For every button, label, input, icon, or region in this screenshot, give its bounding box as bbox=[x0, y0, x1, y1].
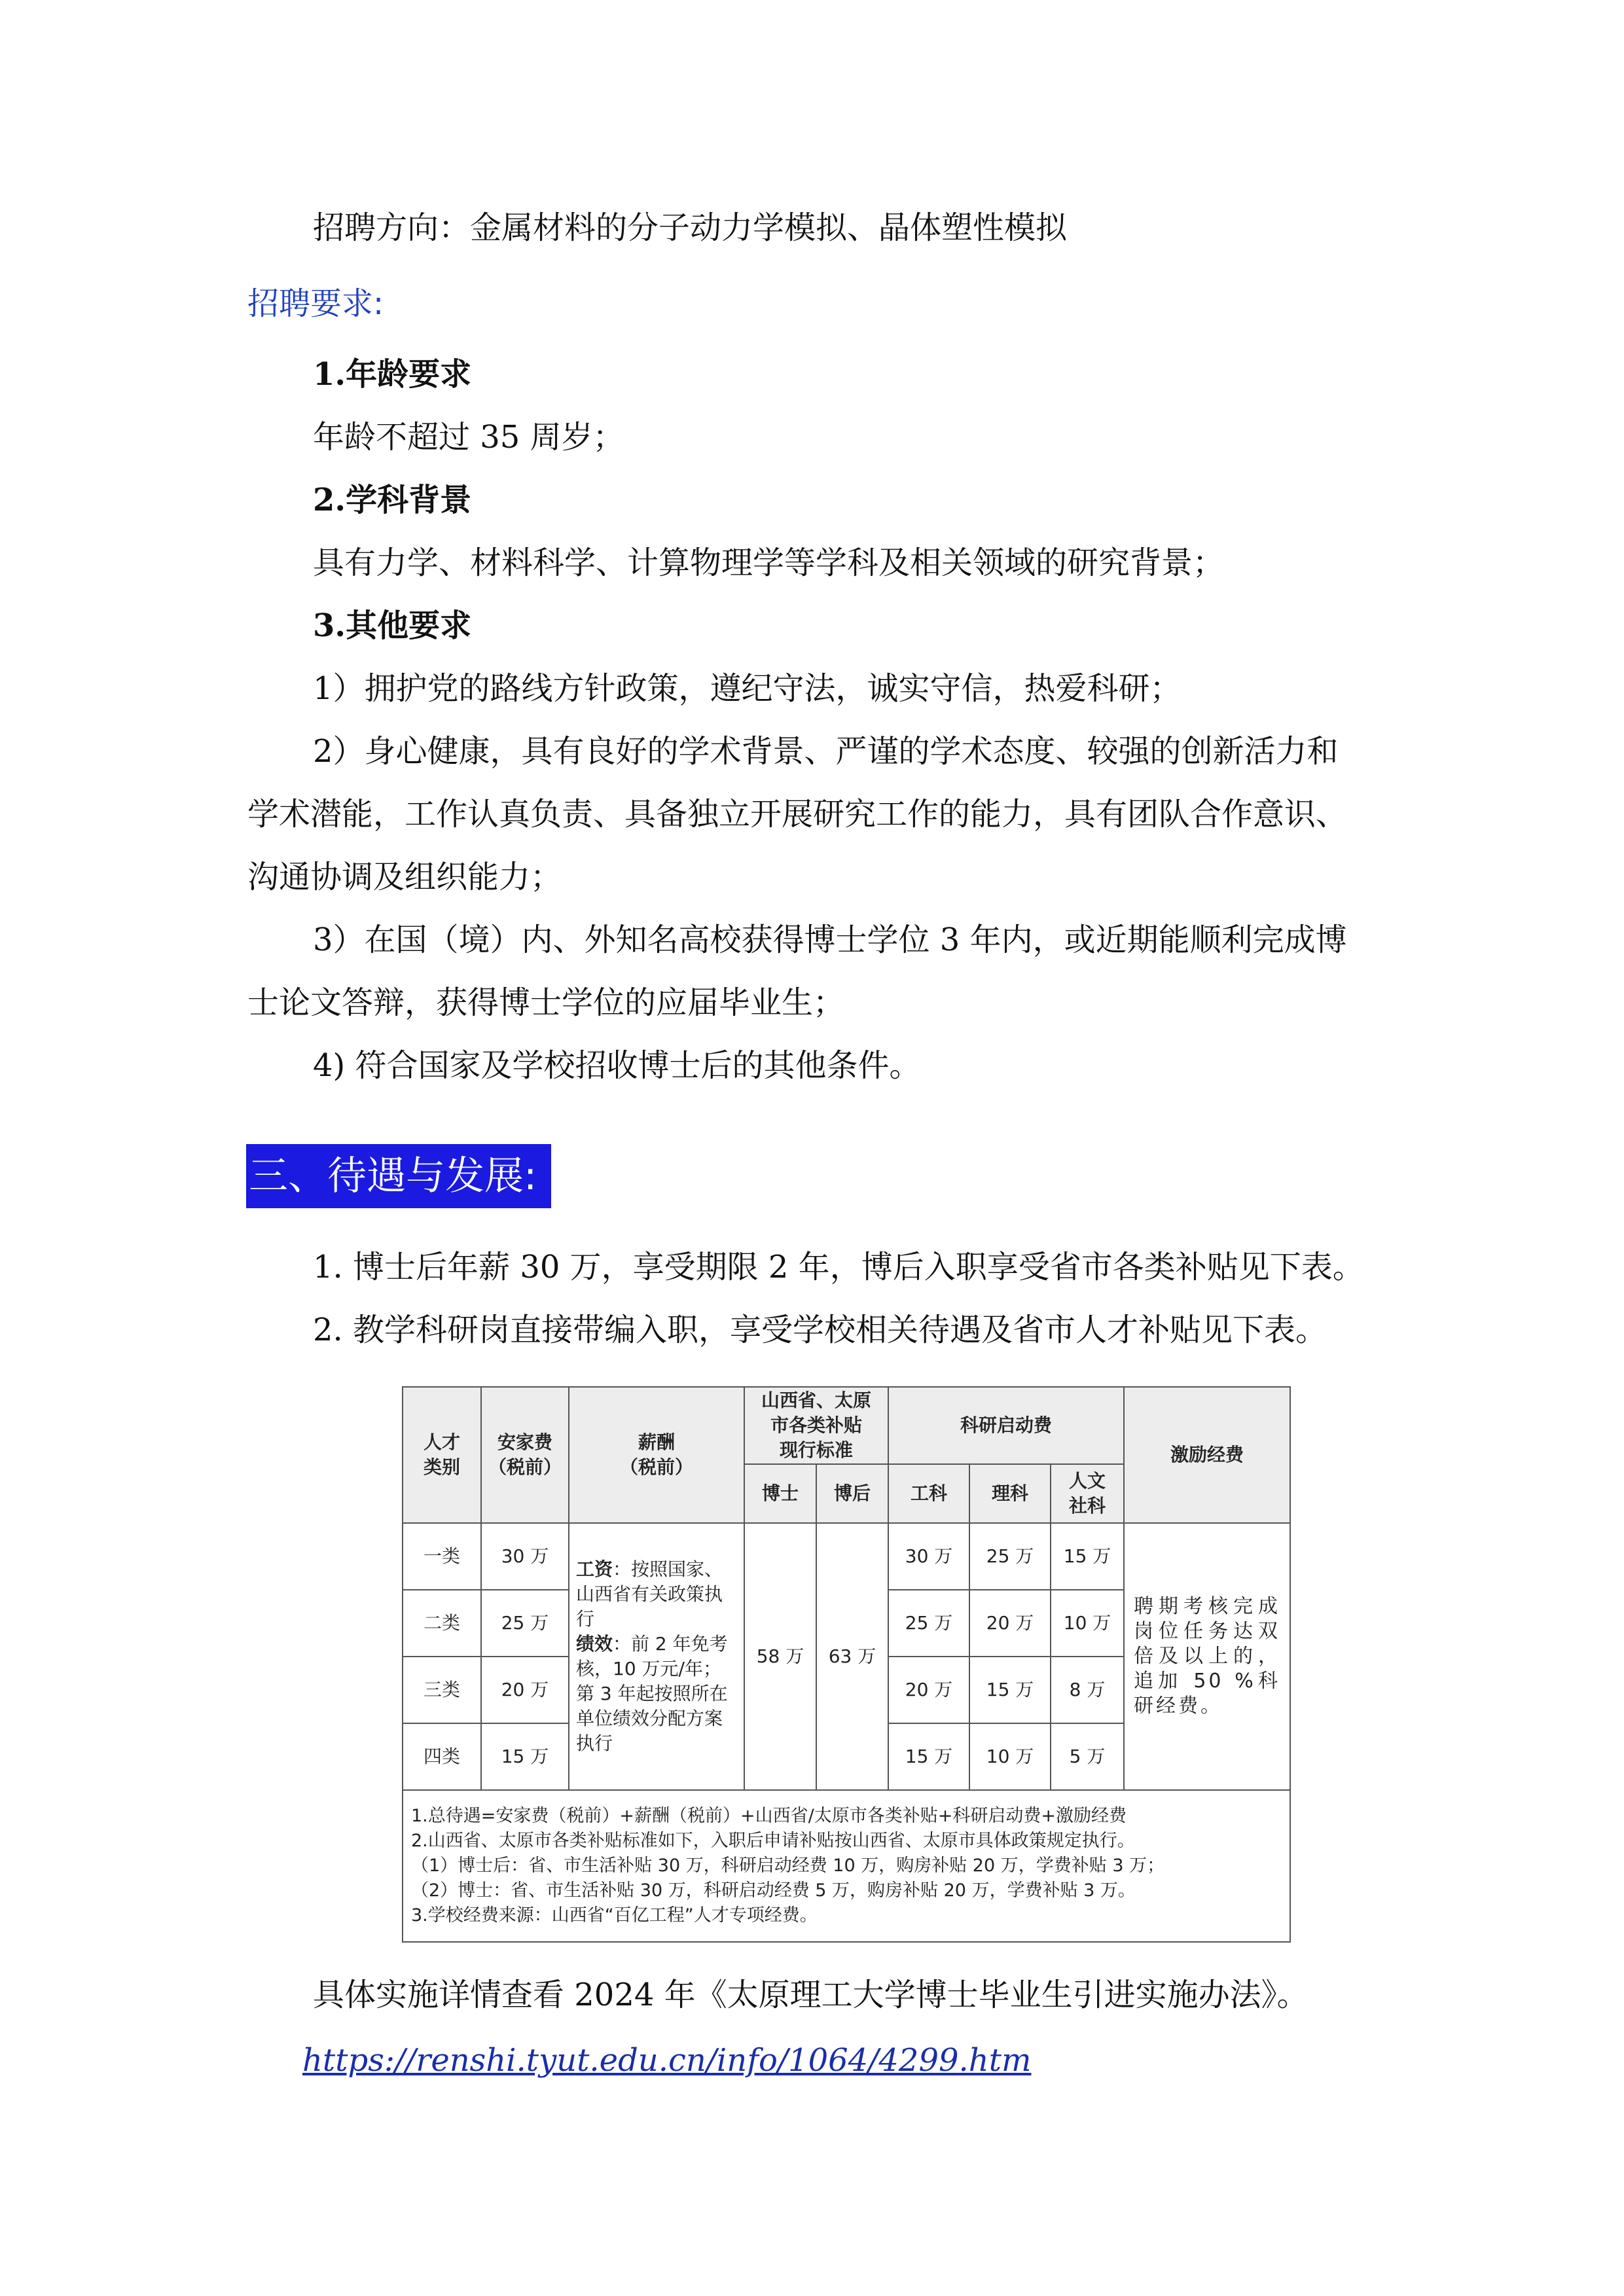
requirements-heading: 招聘要求: bbox=[247, 285, 384, 322]
other-item-2a: 2）身心健康，具有良好的学术背景、严谨的学术态度、较强的创新活力和 bbox=[313, 733, 1339, 770]
other-item-2c: 沟通协调及组织能力； bbox=[247, 859, 562, 895]
other-item-3b: 士论文答辩，获得博士学位的应届毕业生； bbox=[247, 984, 845, 1021]
note-line: 1.总待遇=安家费（税前）+薪酬（税前）+山西省/太原市各类补贴+科研启动费+激励经费 bbox=[411, 1806, 1127, 1826]
note-line: （2）博士：省、市生活补贴 30 万，科研启动经费 5 万，购房补贴 20 万，学费补贴 3 万。 bbox=[411, 1880, 1136, 1901]
section-banner: 三、待遇与发展: bbox=[246, 1144, 551, 1208]
table-notes bbox=[403, 1790, 1290, 1942]
policy-link[interactable]: https://renshi.tyut.edu.cn/info/1064/4299.htm bbox=[302, 2042, 1032, 2079]
row-engineering: 15 万 bbox=[888, 1723, 969, 1790]
other-heading: 3.其他要求 bbox=[313, 607, 472, 644]
header-subsidy: 山西省、太原 市各类补贴 现行标准 bbox=[744, 1387, 888, 1464]
header-postdoc: 博后 bbox=[816, 1464, 888, 1523]
postdoc-subsidy: 63 万 bbox=[816, 1523, 888, 1790]
age-text: 年龄不超过 35 周岁； bbox=[313, 419, 624, 456]
benefit-item-2: 2. 教学科研岗直接带编入职，享受学校相关待遇及省市人才补贴见下表。 bbox=[313, 1312, 1327, 1348]
benefits-table-container bbox=[402, 1386, 1290, 1945]
row-engineering: 20 万 bbox=[888, 1657, 969, 1723]
header-category: 人才 类别 bbox=[403, 1387, 481, 1523]
salary-cell bbox=[569, 1523, 744, 1790]
other-item-2b: 学术潜能，工作认真负责、具备独立开展研究工作的能力，具有团队合作意识、 bbox=[247, 796, 1348, 833]
row-category: 四类 bbox=[403, 1723, 481, 1790]
row-humanities: 10 万 bbox=[1051, 1590, 1124, 1657]
other-item-3a: 3）在国（境）内、外知名高校获得博士学位 3 年内，或近期能顺利完成博 bbox=[313, 922, 1347, 958]
benefit-item-1: 1. 博士后年薪 30 万，享受期限 2 年，博后入职享受省市各类补贴见下表。 bbox=[313, 1249, 1364, 1285]
row-engineering: 25 万 bbox=[888, 1590, 969, 1657]
row-settlement: 30 万 bbox=[481, 1523, 569, 1590]
wage-label: 工资 bbox=[576, 1558, 613, 1580]
table-row bbox=[403, 1523, 1290, 1590]
discipline-heading: 2.学科背景 bbox=[313, 482, 472, 518]
row-settlement: 25 万 bbox=[481, 1590, 569, 1657]
details-text: 具体实施详情查看 2024 年《太原理工大学博士毕业生引进实施办法》。 bbox=[313, 1977, 1308, 2013]
row-science: 20 万 bbox=[969, 1590, 1051, 1657]
recruit-direction: 招聘方向：金属材料的分子动力学模拟、晶体塑性模拟 bbox=[313, 209, 1068, 246]
note-line: （1）博士后：省、市生活补贴 30 万，科研启动经费 10 万，购房补贴 20 万，学费补贴 3 万； bbox=[411, 1856, 1165, 1876]
header-startup: 科研启动费 bbox=[888, 1387, 1124, 1464]
row-settlement: 20 万 bbox=[481, 1657, 569, 1723]
header-salary: 薪酬 （税前） bbox=[569, 1387, 744, 1523]
row-category: 三类 bbox=[403, 1657, 481, 1723]
perf-label: 绩效 bbox=[576, 1633, 613, 1655]
row-science: 25 万 bbox=[969, 1523, 1051, 1590]
row-category: 一类 bbox=[403, 1523, 481, 1590]
note-line: 2.山西省、太原市各类补贴标准如下，入职后申请补贴按山西省、太原市具体政策规定执行。 bbox=[411, 1831, 1135, 1851]
age-heading: 1.年龄要求 bbox=[313, 356, 472, 393]
row-category: 二类 bbox=[403, 1590, 481, 1657]
row-science: 15 万 bbox=[969, 1657, 1051, 1723]
benefits-table bbox=[402, 1386, 1291, 1943]
note-line: 3.学校经费来源：山西省“百亿工程”人才专项经费。 bbox=[411, 1905, 818, 1926]
phd-subsidy: 58 万 bbox=[744, 1523, 816, 1790]
perf-text: ：前 2 年免考核，10 万元/年；第 3 年起按照所在单位绩效分配方案执行 bbox=[576, 1633, 728, 1754]
header-incentive: 激励经费 bbox=[1124, 1387, 1290, 1523]
row-humanities: 8 万 bbox=[1051, 1657, 1124, 1723]
row-science: 10 万 bbox=[969, 1723, 1051, 1790]
other-item-4: 4) 符合国家及学校招收博士后的其他条件。 bbox=[313, 1047, 921, 1084]
incentive-cell: 聘期考核完成岗位任务达双倍及以上的，追加 50 %科研经费。 bbox=[1124, 1523, 1290, 1790]
row-settlement: 15 万 bbox=[481, 1723, 569, 1790]
other-item-1: 1）拥护党的路线方针政策，遵纪守法，诚实守信，热爱科研； bbox=[313, 670, 1182, 707]
row-engineering: 30 万 bbox=[888, 1523, 969, 1590]
header-humanities: 人文 社科 bbox=[1051, 1464, 1124, 1523]
row-humanities: 15 万 bbox=[1051, 1523, 1124, 1590]
row-humanities: 5 万 bbox=[1051, 1723, 1124, 1790]
discipline-text: 具有力学、材料科学、计算物理学等学科及相关领域的研究背景； bbox=[313, 545, 1225, 581]
header-phd: 博士 bbox=[744, 1464, 816, 1523]
wage-text: ：按照国家、山西省有关政策执行 bbox=[576, 1558, 723, 1630]
header-settlement: 安家费 （税前） bbox=[481, 1387, 569, 1523]
header-engineering: 工科 bbox=[888, 1464, 969, 1523]
header-science: 理科 bbox=[969, 1464, 1051, 1523]
